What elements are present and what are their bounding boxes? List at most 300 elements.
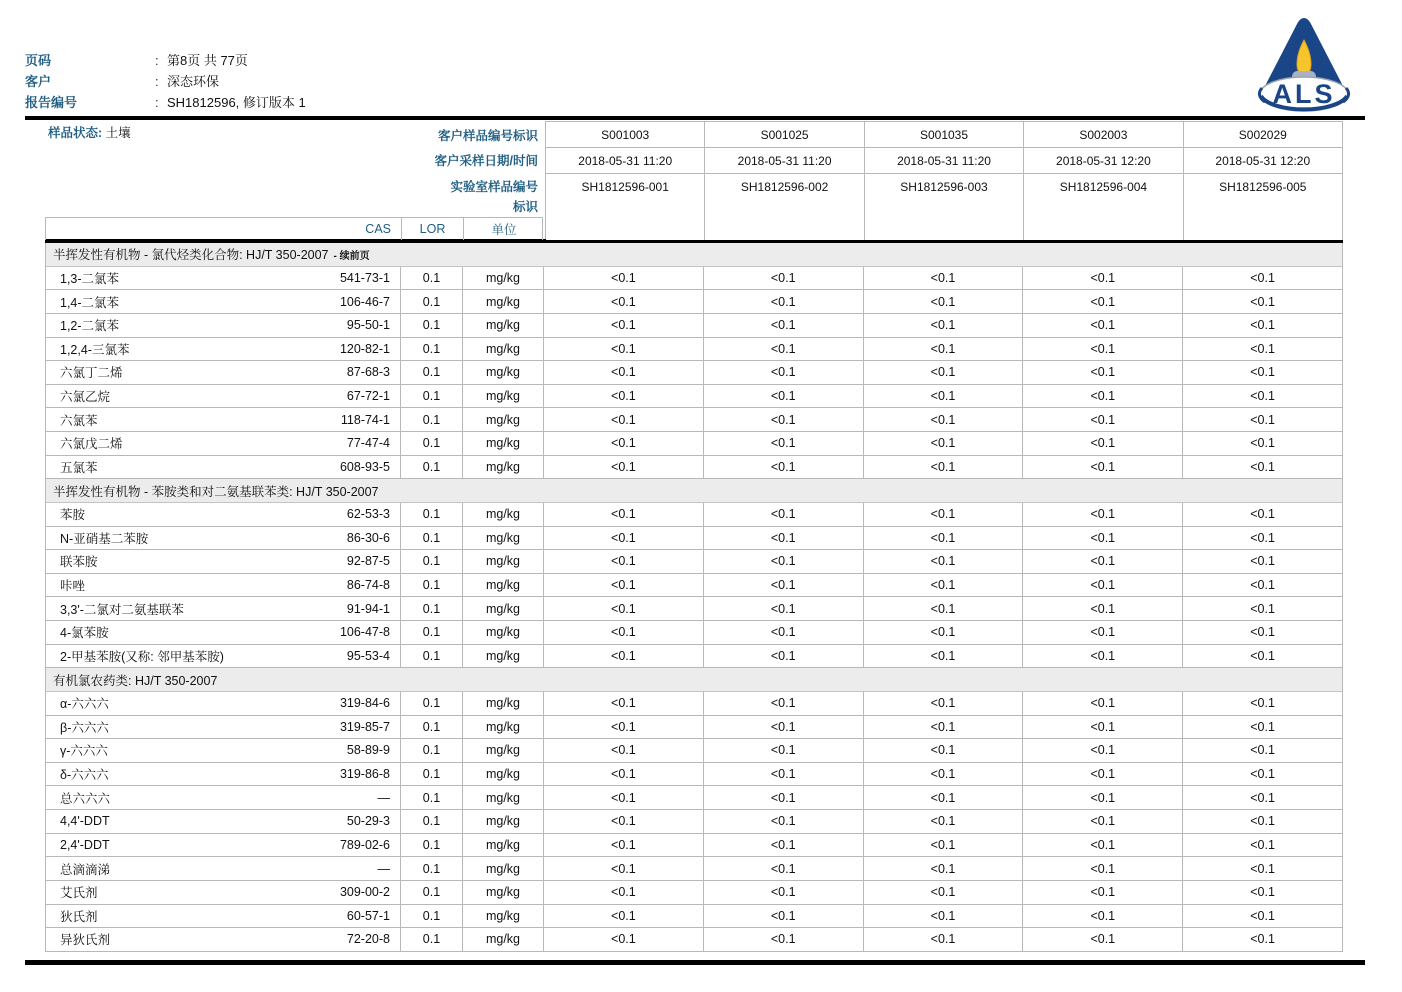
analyte-row xyxy=(46,834,1343,858)
lor-value: 0.1 xyxy=(401,361,463,385)
result-value: <0.1 xyxy=(544,290,704,314)
result-value: <0.1 xyxy=(1183,408,1343,432)
lor-value: 0.1 xyxy=(401,338,463,362)
result-value: <0.1 xyxy=(1183,338,1343,362)
cas-number: 67-72-1 xyxy=(346,389,390,404)
analyte-row xyxy=(46,857,1343,881)
result-value: <0.1 xyxy=(1183,550,1343,574)
result-value: <0.1 xyxy=(864,739,1024,763)
unit-value: mg/kg xyxy=(463,290,544,314)
analyte-name-and-cas xyxy=(46,786,401,810)
result-value: <0.1 xyxy=(704,928,864,952)
result-value: <0.1 xyxy=(704,314,864,338)
result-value: <0.1 xyxy=(544,574,704,598)
result-value: <0.1 xyxy=(1023,834,1183,858)
result-value: <0.1 xyxy=(704,456,864,480)
result-value: <0.1 xyxy=(544,692,704,716)
result-value: <0.1 xyxy=(544,739,704,763)
analyte-name-and-cas xyxy=(46,928,401,952)
result-value: <0.1 xyxy=(1023,621,1183,645)
unit-value: mg/kg xyxy=(463,716,544,740)
lor-value: 0.1 xyxy=(401,645,463,669)
result-value: <0.1 xyxy=(1183,716,1343,740)
analyte-name-and-cas xyxy=(46,385,401,409)
cas-number: 95-50-1 xyxy=(346,318,390,333)
analyte-name-and-cas xyxy=(46,456,401,480)
analyte-row xyxy=(46,338,1343,362)
analyte-name: 六氯乙烷 xyxy=(60,390,111,405)
cas-number: 62-53-3 xyxy=(346,507,390,522)
unit-value: mg/kg xyxy=(463,527,544,551)
analyte-name-and-cas xyxy=(46,716,401,740)
analyte-name: 艾氏剂 xyxy=(60,886,98,901)
result-value: <0.1 xyxy=(544,267,704,291)
analyte-name: 总滴滴涕 xyxy=(60,862,111,877)
analyte-row xyxy=(46,408,1343,432)
result-value: <0.1 xyxy=(1023,314,1183,338)
analyte-row xyxy=(46,692,1343,716)
result-value: <0.1 xyxy=(1023,716,1183,740)
lor-column-header: LOR xyxy=(401,218,463,240)
result-value: <0.1 xyxy=(864,786,1024,810)
unit-value: mg/kg xyxy=(463,385,544,409)
analyte-row xyxy=(46,881,1343,905)
analyte-row xyxy=(46,928,1343,952)
result-value: <0.1 xyxy=(544,810,704,834)
result-value: <0.1 xyxy=(1183,527,1343,551)
analyte-name: 4,4'-DDT xyxy=(60,814,110,829)
result-value: <0.1 xyxy=(1023,597,1183,621)
cas-number: — xyxy=(377,790,390,805)
result-value: <0.1 xyxy=(1023,881,1183,905)
label-client-sampling-datetime: 客户采样日期/时间 xyxy=(434,154,538,168)
lor-value: 0.1 xyxy=(401,881,463,905)
report-id-row xyxy=(25,94,306,112)
lor-value: 0.1 xyxy=(401,503,463,527)
result-value: <0.1 xyxy=(1023,739,1183,763)
cas-number: 319-85-7 xyxy=(339,719,390,734)
analyte-row xyxy=(46,267,1343,291)
analyte-row xyxy=(46,290,1343,314)
cas-number: 319-84-6 xyxy=(339,696,390,711)
result-value: <0.1 xyxy=(864,527,1024,551)
lab-sample-id: SH1812596-005 xyxy=(1184,174,1343,240)
als-logo-icon xyxy=(1252,14,1356,114)
client-sample-id: S002003 xyxy=(1024,122,1183,148)
label-identifier: 标识 xyxy=(512,200,538,214)
result-value: <0.1 xyxy=(1183,810,1343,834)
unit-value: mg/kg xyxy=(463,574,544,598)
analyte-name-and-cas xyxy=(46,597,401,621)
cas-number: 789-02-6 xyxy=(339,837,390,852)
client-sampling-datetime: 2018-05-31 11:20 xyxy=(865,148,1024,174)
client-value: 深态环保 xyxy=(167,74,220,89)
result-value: <0.1 xyxy=(1023,550,1183,574)
lor-value: 0.1 xyxy=(401,385,463,409)
analyte-row xyxy=(46,763,1343,787)
result-value: <0.1 xyxy=(864,763,1024,787)
analyte-row xyxy=(46,456,1343,480)
analyte-name-and-cas xyxy=(46,267,401,291)
result-value: <0.1 xyxy=(864,385,1024,409)
bottom-rule xyxy=(25,960,1365,965)
page-number-label: 页码 xyxy=(25,53,52,68)
analyte-row xyxy=(46,905,1343,929)
report-id-label: 报告编号 xyxy=(25,95,78,110)
result-value: <0.1 xyxy=(544,716,704,740)
result-value: <0.1 xyxy=(1183,645,1343,669)
result-value: <0.1 xyxy=(704,716,864,740)
client-sample-id: S001003 xyxy=(546,122,705,148)
result-value: <0.1 xyxy=(544,385,704,409)
lor-value: 0.1 xyxy=(401,621,463,645)
result-value: <0.1 xyxy=(864,361,1024,385)
cas-number: — xyxy=(377,861,390,876)
cas-number: 120-82-1 xyxy=(339,341,390,356)
section-title: 半挥发性有机物 - 氯代烃类化合物: HJ/T 350-2007 xyxy=(53,248,329,263)
report-id-value: SH1812596, 修订版本 1 xyxy=(167,95,306,110)
lab-sample-id: SH1812596-001 xyxy=(546,174,705,240)
result-value: <0.1 xyxy=(1183,739,1343,763)
result-value: <0.1 xyxy=(544,527,704,551)
result-value: <0.1 xyxy=(544,597,704,621)
cas-number: 86-30-6 xyxy=(346,530,390,545)
lor-value: 0.1 xyxy=(401,456,463,480)
client-sample-id: S001025 xyxy=(705,122,864,148)
result-value: <0.1 xyxy=(1023,290,1183,314)
result-value: <0.1 xyxy=(864,857,1024,881)
unit-column-header: 单位 xyxy=(463,218,544,240)
result-value: <0.1 xyxy=(1023,432,1183,456)
lor-value: 0.1 xyxy=(401,763,463,787)
column-header-row xyxy=(45,217,543,240)
result-value: <0.1 xyxy=(704,361,864,385)
result-value: <0.1 xyxy=(1023,692,1183,716)
result-value: <0.1 xyxy=(1183,267,1343,291)
analyte-name: 苯胺 xyxy=(60,508,86,523)
lor-value: 0.1 xyxy=(401,692,463,716)
analyte-name-and-cas xyxy=(46,574,401,598)
unit-value: mg/kg xyxy=(463,432,544,456)
analyte-name: 异狄氏剂 xyxy=(60,933,111,948)
result-value: <0.1 xyxy=(1183,881,1343,905)
section-title-suffix: - 续前页 xyxy=(333,250,370,262)
result-value: <0.1 xyxy=(704,574,864,598)
result-value: <0.1 xyxy=(704,408,864,432)
result-value: <0.1 xyxy=(1023,503,1183,527)
sample-columns-grid xyxy=(545,121,1343,239)
lab-sample-id: SH1812596-004 xyxy=(1024,174,1183,240)
sample-state-value: 土壤 xyxy=(105,126,131,140)
result-value: <0.1 xyxy=(1183,621,1343,645)
cas-number: 95-53-4 xyxy=(346,648,390,663)
results-table xyxy=(45,243,1343,952)
result-value: <0.1 xyxy=(544,834,704,858)
result-value: <0.1 xyxy=(544,763,704,787)
page-number-row xyxy=(25,52,248,70)
result-value: <0.1 xyxy=(864,834,1024,858)
lor-value: 0.1 xyxy=(401,597,463,621)
analyte-row xyxy=(46,385,1343,409)
result-value: <0.1 xyxy=(1183,763,1343,787)
analyte-name: 六氯苯 xyxy=(60,413,98,428)
result-value: <0.1 xyxy=(704,834,864,858)
cas-number: 72-20-8 xyxy=(346,932,390,947)
cas-number: 50-29-3 xyxy=(346,814,390,829)
cas-number: 91-94-1 xyxy=(346,601,390,616)
analyte-name: 五氯苯 xyxy=(60,460,98,475)
label-lab-sample-id: 实验室样品编号 xyxy=(450,180,538,194)
result-value: <0.1 xyxy=(544,456,704,480)
lor-value: 0.1 xyxy=(401,786,463,810)
result-value: <0.1 xyxy=(544,881,704,905)
section-header xyxy=(46,668,1343,692)
result-value: <0.1 xyxy=(544,786,704,810)
unit-value: mg/kg xyxy=(463,361,544,385)
lor-value: 0.1 xyxy=(401,716,463,740)
section-header xyxy=(46,243,1343,267)
lor-value: 0.1 xyxy=(401,550,463,574)
cas-number: 106-46-7 xyxy=(339,294,390,309)
analyte-row xyxy=(46,621,1343,645)
analyte-row xyxy=(46,810,1343,834)
analyte-row xyxy=(46,503,1343,527)
lor-value: 0.1 xyxy=(401,527,463,551)
result-value: <0.1 xyxy=(1183,385,1343,409)
result-value: <0.1 xyxy=(704,621,864,645)
analyte-name: 咔唑 xyxy=(60,579,86,594)
result-value: <0.1 xyxy=(704,503,864,527)
analyte-row xyxy=(46,597,1343,621)
lor-value: 0.1 xyxy=(401,857,463,881)
result-value: <0.1 xyxy=(864,290,1024,314)
unit-value: mg/kg xyxy=(463,810,544,834)
analyte-name-and-cas xyxy=(46,881,401,905)
result-value: <0.1 xyxy=(1023,408,1183,432)
result-value: <0.1 xyxy=(704,810,864,834)
result-value: <0.1 xyxy=(704,692,864,716)
analyte-row xyxy=(46,314,1343,338)
top-rule xyxy=(25,116,1365,120)
result-value: <0.1 xyxy=(704,905,864,929)
cas-number: 60-57-1 xyxy=(346,908,390,923)
result-value: <0.1 xyxy=(1183,432,1343,456)
unit-value: mg/kg xyxy=(463,645,544,669)
colon: : xyxy=(155,53,159,68)
analyte-name-and-cas xyxy=(46,550,401,574)
result-value: <0.1 xyxy=(1023,645,1183,669)
section-title: 半挥发性有机物 - 苯胺类和对二氨基联苯类: HJ/T 350-2007 xyxy=(53,484,379,499)
result-value: <0.1 xyxy=(864,267,1024,291)
lor-value: 0.1 xyxy=(401,905,463,929)
client-sampling-datetime: 2018-05-31 11:20 xyxy=(705,148,864,174)
page-number-value: 第8页 共 77页 xyxy=(167,53,248,68)
cas-number: 87-68-3 xyxy=(346,365,390,380)
cas-number: 58-89-9 xyxy=(346,743,390,758)
result-value: <0.1 xyxy=(544,621,704,645)
result-value: <0.1 xyxy=(704,550,864,574)
result-value: <0.1 xyxy=(1023,385,1183,409)
analyte-name-and-cas xyxy=(46,763,401,787)
result-value: <0.1 xyxy=(1183,503,1343,527)
analyte-row xyxy=(46,361,1343,385)
als-logo-text: ALS xyxy=(1272,79,1336,109)
result-value: <0.1 xyxy=(544,645,704,669)
result-value: <0.1 xyxy=(1183,692,1343,716)
unit-value: mg/kg xyxy=(463,786,544,810)
result-value: <0.1 xyxy=(1183,597,1343,621)
unit-value: mg/kg xyxy=(463,314,544,338)
result-value: <0.1 xyxy=(1183,834,1343,858)
unit-value: mg/kg xyxy=(463,408,544,432)
unit-value: mg/kg xyxy=(463,267,544,291)
section-title: 有机氯农药类: HJ/T 350-2007 xyxy=(53,673,218,688)
result-value: <0.1 xyxy=(1023,786,1183,810)
lab-sample-id: SH1812596-003 xyxy=(865,174,1024,240)
result-value: <0.1 xyxy=(864,692,1024,716)
analyte-name: β-六六六 xyxy=(60,720,109,735)
cas-number: 319-86-8 xyxy=(339,767,390,782)
client-sample-id: S001035 xyxy=(865,122,1024,148)
result-value: <0.1 xyxy=(864,574,1024,598)
lor-value: 0.1 xyxy=(401,810,463,834)
result-value: <0.1 xyxy=(704,645,864,669)
result-value: <0.1 xyxy=(1183,928,1343,952)
colon: : xyxy=(155,74,159,89)
sample-state xyxy=(48,123,131,141)
result-value: <0.1 xyxy=(1023,810,1183,834)
analyte-name-and-cas xyxy=(46,905,401,929)
analyte-name-and-cas xyxy=(46,834,401,858)
result-value: <0.1 xyxy=(704,385,864,409)
client-sampling-datetime: 2018-05-31 11:20 xyxy=(546,148,705,174)
unit-value: mg/kg xyxy=(463,621,544,645)
result-value: <0.1 xyxy=(864,503,1024,527)
result-value: <0.1 xyxy=(704,881,864,905)
result-value: <0.1 xyxy=(544,503,704,527)
lab-sample-id: SH1812596-002 xyxy=(705,174,864,240)
unit-value: mg/kg xyxy=(463,338,544,362)
result-value: <0.1 xyxy=(864,716,1024,740)
result-value: <0.1 xyxy=(544,432,704,456)
result-value: <0.1 xyxy=(1023,574,1183,598)
unit-value: mg/kg xyxy=(463,834,544,858)
result-value: <0.1 xyxy=(544,338,704,362)
analyte-name: 1,3-二氯苯 xyxy=(60,271,120,286)
result-value: <0.1 xyxy=(864,621,1024,645)
result-value: <0.1 xyxy=(1183,290,1343,314)
result-value: <0.1 xyxy=(864,810,1024,834)
result-value: <0.1 xyxy=(544,361,704,385)
lor-value: 0.1 xyxy=(401,928,463,952)
colon: : xyxy=(155,95,159,110)
cas-number: 309-00-2 xyxy=(339,885,390,900)
result-value: <0.1 xyxy=(704,527,864,551)
result-value: <0.1 xyxy=(864,597,1024,621)
result-value: <0.1 xyxy=(864,928,1024,952)
analyte-name: 六氯丁二烯 xyxy=(60,366,123,381)
unit-value: mg/kg xyxy=(463,928,544,952)
analyte-name-and-cas xyxy=(46,527,401,551)
analyte-name-and-cas xyxy=(46,314,401,338)
unit-value: mg/kg xyxy=(463,905,544,929)
result-value: <0.1 xyxy=(1183,905,1343,929)
cas-number: 118-74-1 xyxy=(340,412,390,427)
result-value: <0.1 xyxy=(1183,574,1343,598)
result-value: <0.1 xyxy=(1023,267,1183,291)
result-value: <0.1 xyxy=(704,763,864,787)
analyte-name-and-cas xyxy=(46,290,401,314)
analyte-name: 总六六六 xyxy=(60,791,111,806)
result-value: <0.1 xyxy=(704,857,864,881)
result-value: <0.1 xyxy=(1023,361,1183,385)
analyte-row xyxy=(46,645,1343,669)
unit-value: mg/kg xyxy=(463,763,544,787)
lor-value: 0.1 xyxy=(401,290,463,314)
cas-number: 77-47-4 xyxy=(346,436,390,451)
result-value: <0.1 xyxy=(864,456,1024,480)
client-row xyxy=(25,73,219,91)
result-value: <0.1 xyxy=(704,739,864,763)
lor-value: 0.1 xyxy=(401,834,463,858)
analyte-name: α-六六六 xyxy=(60,697,109,712)
analyte-name: 1,2-二氯苯 xyxy=(60,319,120,334)
analyte-row xyxy=(46,574,1343,598)
cas-number: 541-73-1 xyxy=(339,270,390,285)
result-value: <0.1 xyxy=(864,905,1024,929)
sample-state-label: 样品状态: xyxy=(48,126,103,140)
analyte-name: 2,4'-DDT xyxy=(60,837,110,852)
section-header xyxy=(46,479,1343,503)
lor-value: 0.1 xyxy=(401,408,463,432)
result-value: <0.1 xyxy=(544,408,704,432)
result-value: <0.1 xyxy=(704,597,864,621)
analyte-name: 1,4-二氯苯 xyxy=(60,295,120,310)
result-value: <0.1 xyxy=(1023,928,1183,952)
unit-value: mg/kg xyxy=(463,692,544,716)
analyte-row xyxy=(46,716,1343,740)
cas-number: 92-87-5 xyxy=(346,554,390,569)
analyte-name: 4-氯苯胺 xyxy=(60,626,109,641)
analyte-name-and-cas xyxy=(46,432,401,456)
result-value: <0.1 xyxy=(544,314,704,338)
analyte-name-and-cas xyxy=(46,810,401,834)
result-value: <0.1 xyxy=(864,645,1024,669)
result-value: <0.1 xyxy=(1183,361,1343,385)
unit-value: mg/kg xyxy=(463,739,544,763)
client-sampling-datetime: 2018-05-31 12:20 xyxy=(1024,148,1183,174)
unit-value: mg/kg xyxy=(463,456,544,480)
result-value: <0.1 xyxy=(704,786,864,810)
client-sample-id: S002029 xyxy=(1184,122,1343,148)
analyte-name: 联苯胺 xyxy=(60,555,98,570)
analyte-name: 1,2,4-三氯苯 xyxy=(60,342,130,357)
result-value: <0.1 xyxy=(704,432,864,456)
result-value: <0.1 xyxy=(704,267,864,291)
result-value: <0.1 xyxy=(704,338,864,362)
result-value: <0.1 xyxy=(1023,763,1183,787)
lor-value: 0.1 xyxy=(401,267,463,291)
result-value: <0.1 xyxy=(544,905,704,929)
cas-number: 608-93-5 xyxy=(339,459,390,474)
unit-value: mg/kg xyxy=(463,881,544,905)
result-value: <0.1 xyxy=(864,881,1024,905)
result-value: <0.1 xyxy=(864,550,1024,574)
unit-value: mg/kg xyxy=(463,550,544,574)
lor-value: 0.1 xyxy=(401,739,463,763)
analyte-name-and-cas xyxy=(46,645,401,669)
result-value: <0.1 xyxy=(1183,786,1343,810)
